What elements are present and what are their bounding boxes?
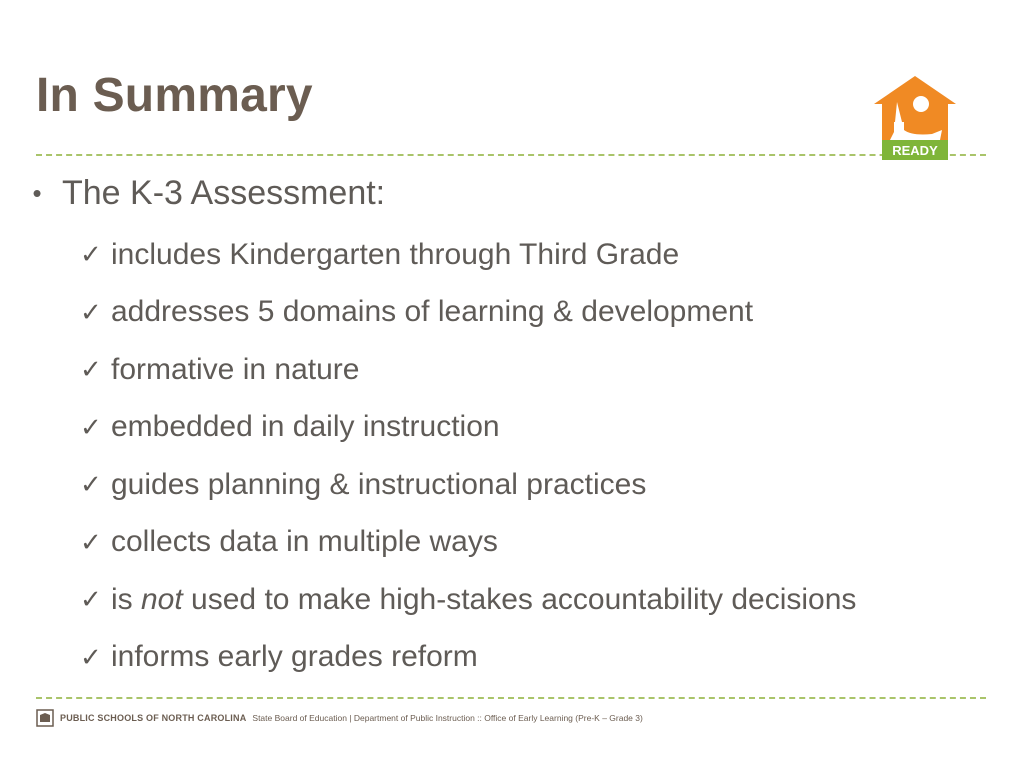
checklist-item [80,226,856,284]
main-bullet-text: The K-3 Assessment: [62,174,386,212]
checklist [80,226,856,686]
footer [36,709,643,727]
logo-label: READY [892,143,938,158]
top-divider [36,154,986,156]
footer-details: State Board of Education | Department of Public Instruction :: Office of Early Learning (Pre-K – Grade 3) [252,713,643,723]
checklist-text-emphasis: not [141,582,183,616]
checklist-item-text [111,583,856,617]
footer-org: PUBLIC SCHOOLS OF NORTH CAROLINA [60,713,247,723]
checklist-item-text: informs early grades reform [111,640,478,674]
main-bullet [30,166,385,220]
check-icon: ✓ [80,526,102,557]
bottom-divider [36,697,986,699]
check-icon: ✓ [80,296,102,327]
checklist-item [80,629,856,687]
ready-logo [872,74,958,166]
checklist-item-text: includes Kindergarten through Third Grade [111,237,680,271]
check-icon: ✓ [80,411,102,442]
checklist-item-text: collects data in multiple ways [111,525,498,559]
checklist-item-text: addresses 5 domains of learning & development [111,295,754,329]
checklist-item [80,571,856,629]
seal-icon [36,709,54,727]
check-icon: ✓ [80,354,102,385]
check-icon: ✓ [80,239,102,270]
checklist-text-pre: is [111,582,141,616]
slide-title: In Summary [36,69,313,122]
checklist-item [80,456,856,514]
checklist-item [80,284,856,342]
checklist-item [80,341,856,399]
check-icon: ✓ [80,641,102,672]
check-icon: ✓ [80,469,102,500]
checklist-item-text: embedded in daily instruction [111,410,500,444]
checklist-item [80,399,856,457]
checklist-item-text: formative in nature [111,352,360,386]
checklist-item [80,514,856,572]
bullet-icon: • [32,178,42,208]
checklist-text-post: used to make high-stakes accountability decisions [182,582,857,616]
check-icon: ✓ [80,584,102,615]
checklist-item-text: guides planning & instructional practices [111,467,647,501]
